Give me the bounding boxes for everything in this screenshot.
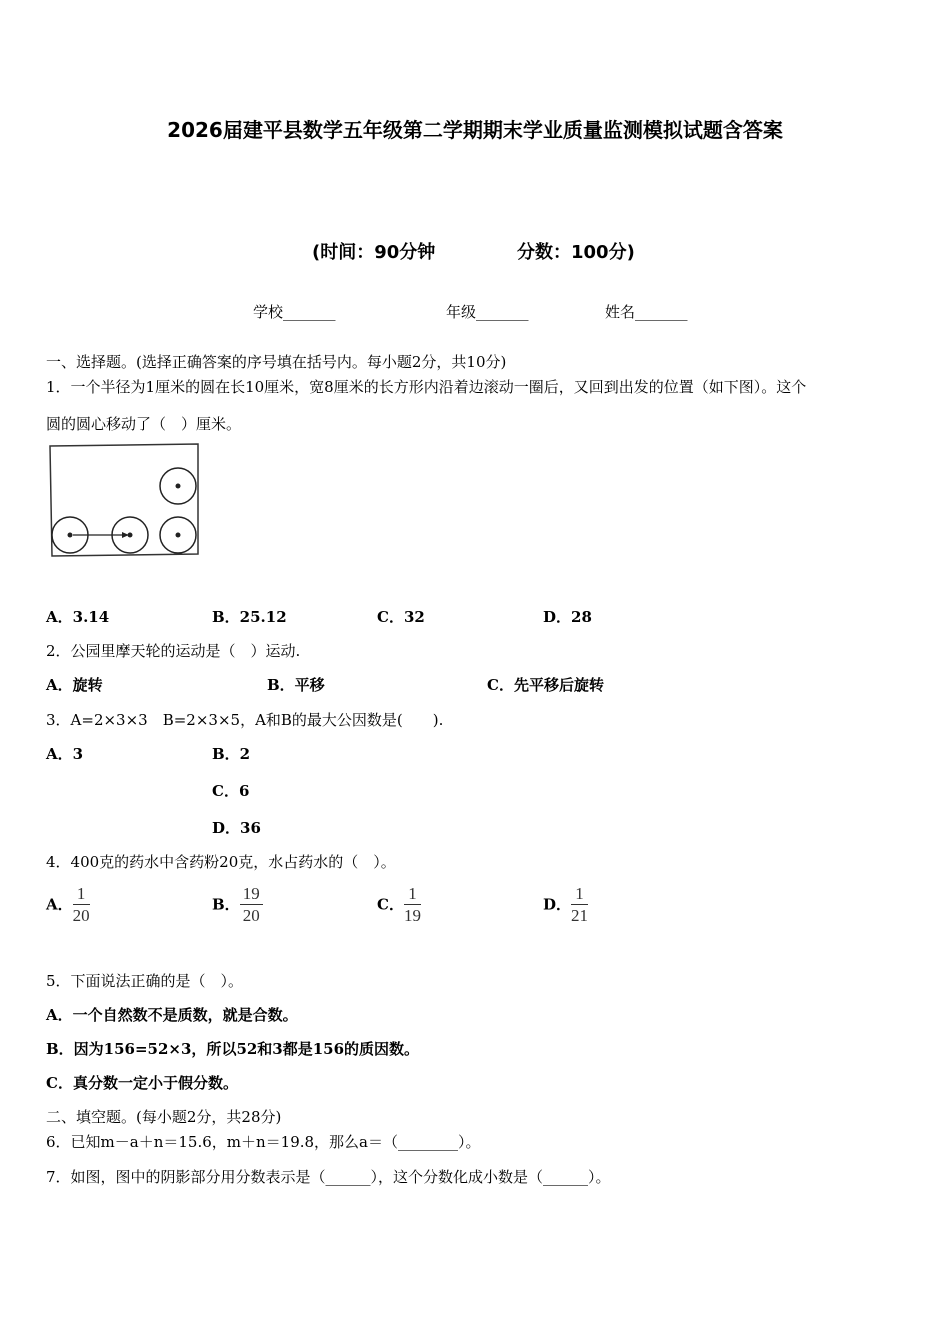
- section1-heading: 一、选择题。(选择正确答案的序号填在括号内。每小题2分，共10分): [46, 353, 507, 371]
- q4-option-d-label: D．: [543, 895, 572, 914]
- fraction-numerator: 1: [73, 884, 90, 905]
- q1-option-a[interactable]: A．3.14: [46, 608, 110, 626]
- q4-option-d-fraction: [571, 884, 588, 927]
- q3-option-d[interactable]: D．36: [212, 819, 261, 837]
- q1-text-line2: 圆的圆心移动了（ ）厘米。: [46, 415, 242, 433]
- q5-option-b[interactable]: B．因为156=52×3，所以52和3都是156的质因数。: [46, 1040, 420, 1058]
- circle-corner-center: [176, 533, 181, 538]
- q2-option-b[interactable]: B．平移: [267, 676, 325, 694]
- q5-option-a[interactable]: A．一个自然数不是质数，就是合数。: [46, 1006, 298, 1024]
- q4-option-b-fraction: [240, 884, 263, 927]
- circle-up-center: [176, 484, 181, 489]
- q4-text: 4．400克的药水中含药粉20克，水占药水的（ ）。: [46, 853, 396, 871]
- fraction-denominator: 19: [403, 906, 421, 925]
- school-field[interactable]: 学校_______: [253, 303, 336, 321]
- q5-option-c[interactable]: C．真分数一定小于假分数。: [46, 1074, 238, 1092]
- q4-option-b-label: B．: [212, 895, 240, 914]
- circle-middle-center: [128, 533, 133, 538]
- q4-option-a[interactable]: [46, 884, 90, 927]
- q4-option-b[interactable]: [212, 884, 263, 927]
- q1-option-b[interactable]: B．25.12: [212, 608, 287, 626]
- q4-option-c-fraction: [404, 884, 421, 927]
- q2-option-a[interactable]: A．旋转: [46, 676, 103, 694]
- page-title: 2026届建平县数学五年级第二学期期末学业质量监测模拟试题含答案: [167, 118, 783, 142]
- q1-rectangle-circles-figure: [46, 440, 206, 560]
- q1-option-c[interactable]: C．32: [377, 608, 425, 626]
- q3-text: 3．A=2×3×3 B=2×3×5，A和B的最大公因数是( ).: [46, 711, 444, 729]
- q7-text: 7．如图，图中的阴影部分用分数表示是（______），这个分数化成小数是（______）。: [46, 1168, 611, 1186]
- rectangle-outline: [50, 444, 198, 556]
- q4-option-c[interactable]: [377, 884, 421, 927]
- fraction-denominator: 20: [72, 906, 90, 925]
- section2-heading: 二、填空题。(每小题2分，共28分): [46, 1108, 282, 1126]
- q3-option-b[interactable]: B．2: [212, 745, 251, 763]
- exam-score: 分数：100分): [517, 242, 635, 263]
- q4-option-a-label: A．: [46, 895, 73, 914]
- q4-option-c-label: C．: [377, 895, 404, 914]
- q2-text: 2．公园里摩天轮的运动是（ ）运动.: [46, 642, 301, 660]
- name-field[interactable]: 姓名_______: [605, 303, 688, 321]
- q1-text-line1: 1．一个半径为1厘米的圆在长10厘米，宽8厘米的长方形内沿着边滚动一圈后，又回到出发的位置（如下图）。这个: [46, 378, 807, 396]
- fraction-denominator: 20: [242, 906, 260, 925]
- q6-text: 6．已知m－a＋n＝15.6，m＋n＝19.8，那么a＝（________）。: [46, 1133, 481, 1151]
- fraction-numerator: 19: [240, 884, 263, 905]
- grade-field[interactable]: 年级_______: [446, 303, 529, 321]
- q5-text: 5．下面说法正确的是（ ）。: [46, 972, 244, 990]
- q2-option-c[interactable]: C．先平移后旋转: [487, 676, 604, 694]
- fraction-denominator: 21: [571, 906, 589, 925]
- q4-option-d[interactable]: [543, 884, 588, 927]
- circle-start-center: [68, 533, 73, 538]
- q1-option-d[interactable]: D．28: [543, 608, 592, 626]
- q4-option-a-fraction: [73, 884, 90, 927]
- fraction-numerator: 1: [571, 884, 588, 905]
- q3-option-c[interactable]: C．6: [212, 782, 250, 800]
- exam-time: (时间：90分钟: [312, 242, 436, 263]
- fraction-numerator: 1: [404, 884, 421, 905]
- q3-option-a[interactable]: A．3: [46, 745, 84, 763]
